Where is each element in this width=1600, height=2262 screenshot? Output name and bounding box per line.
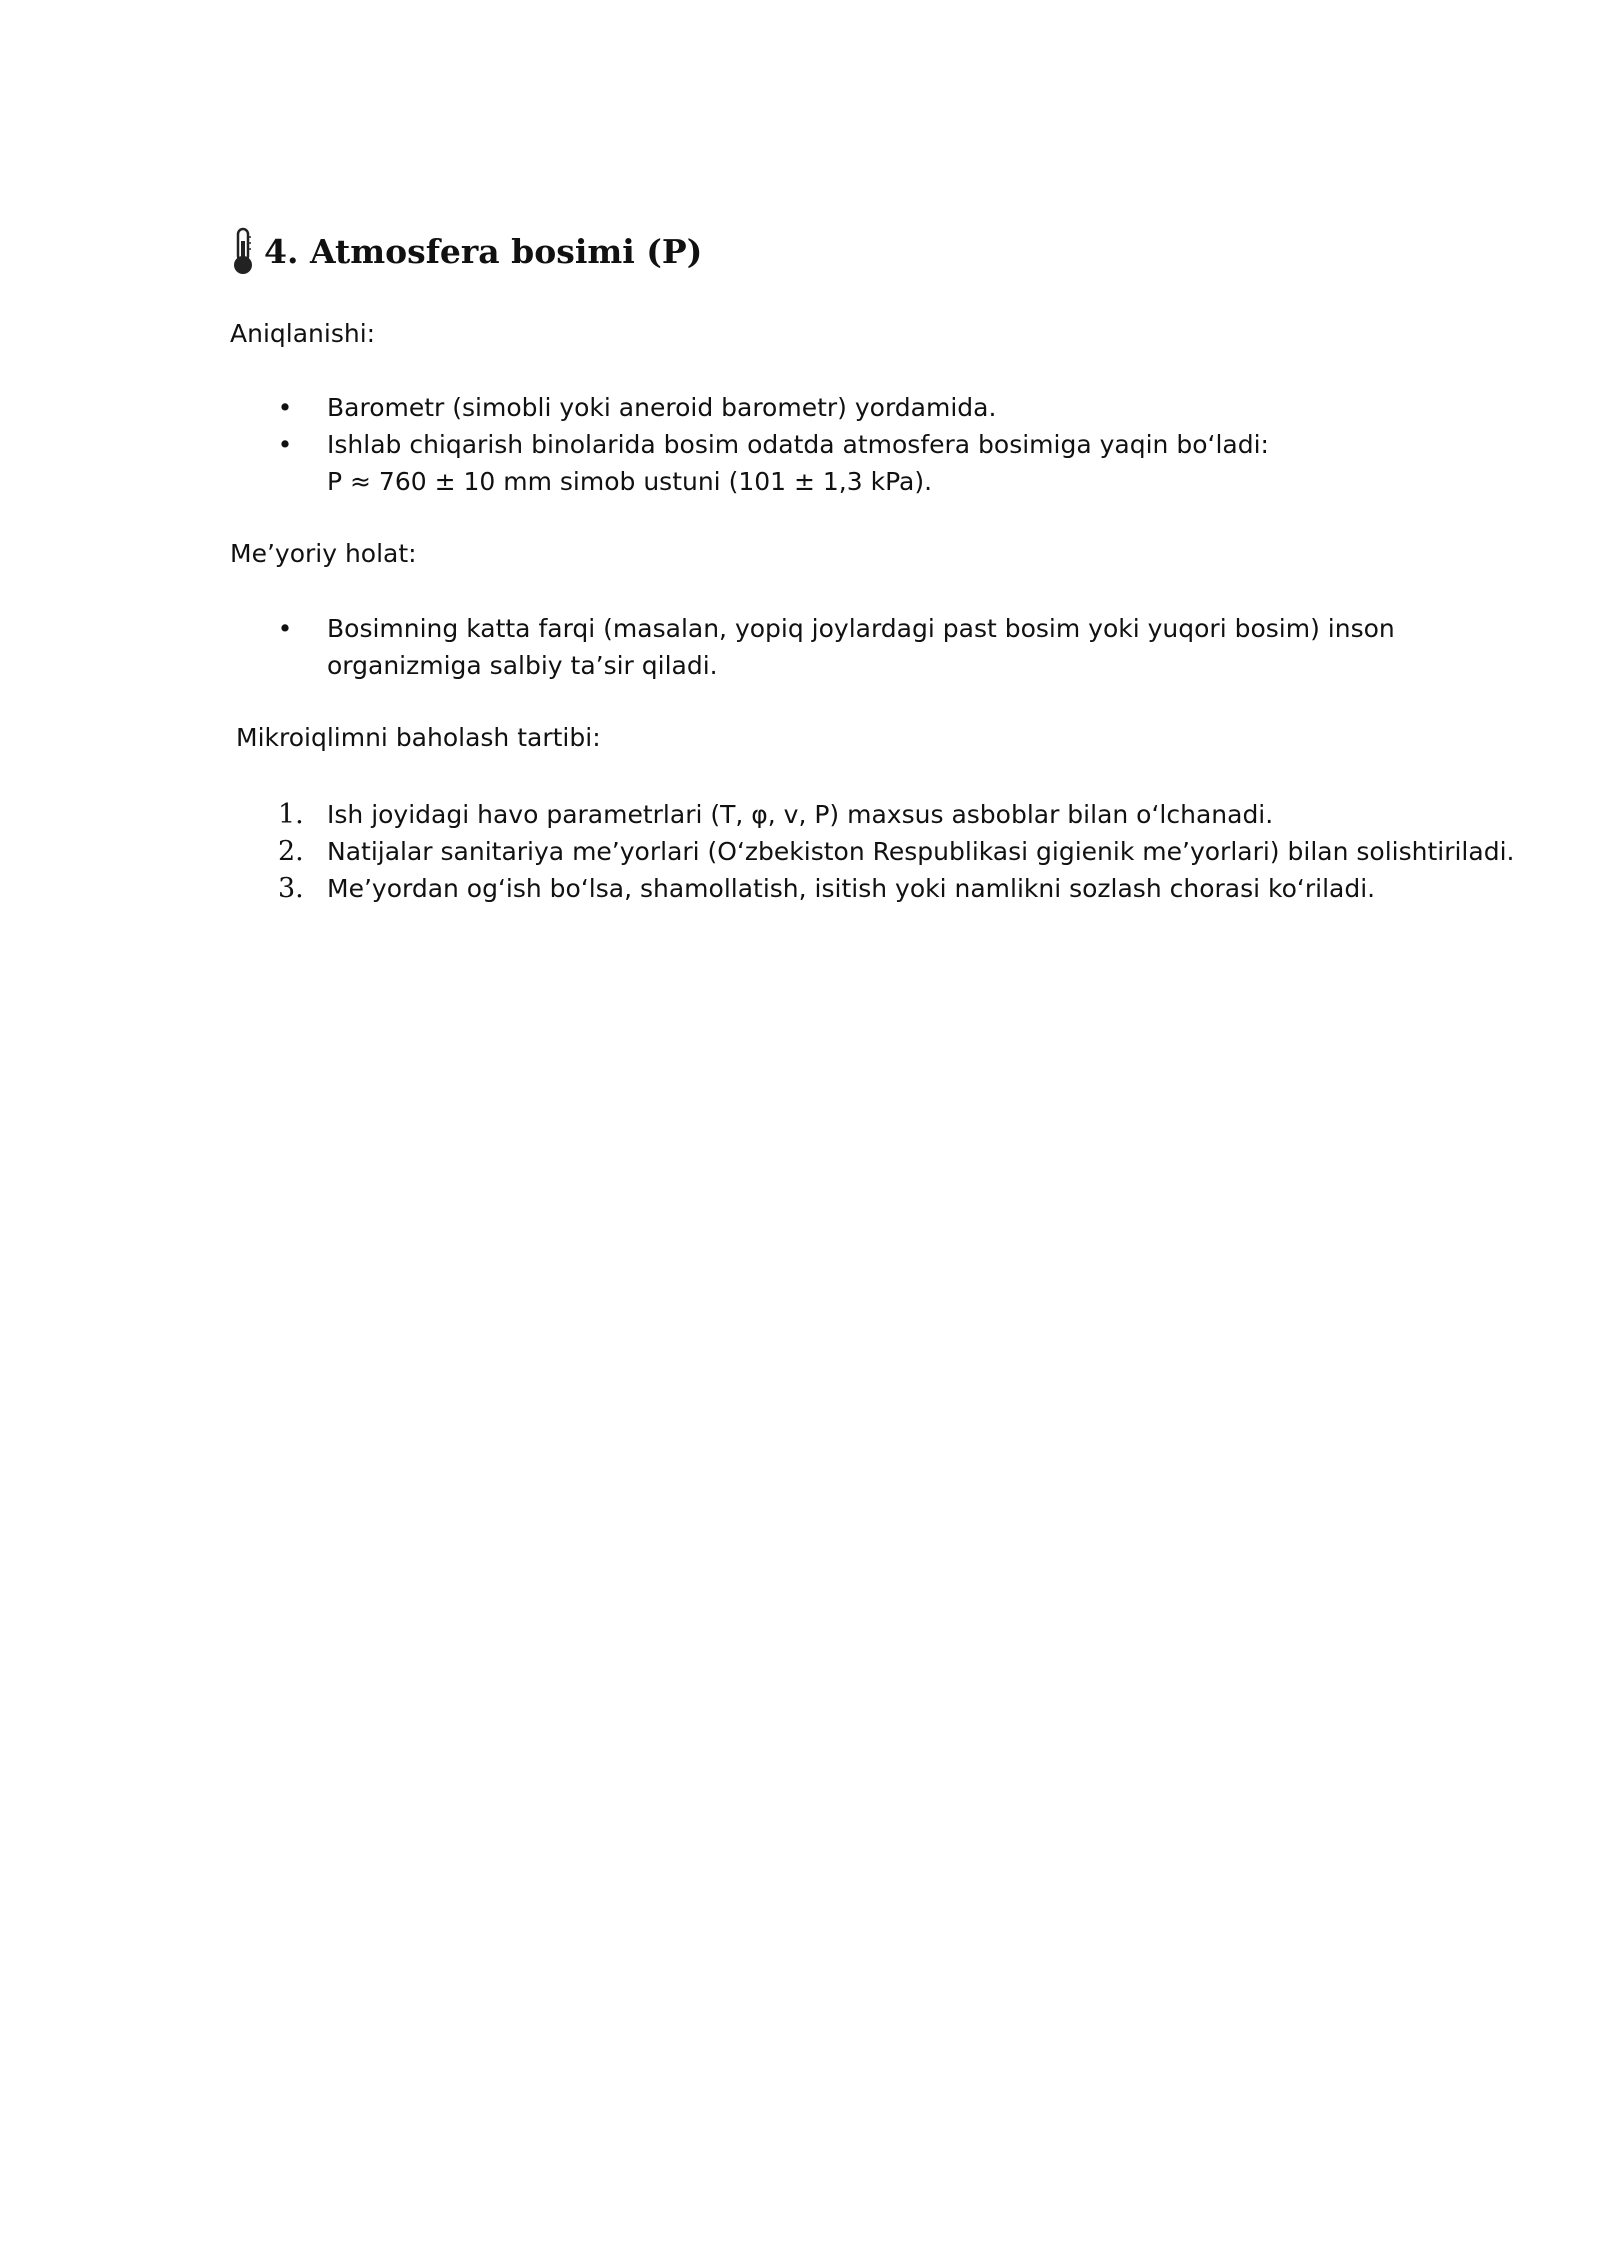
section-label-meyoriy-holat: Me’yoriy holat: bbox=[230, 539, 417, 568]
list-item-number: 2. bbox=[278, 836, 304, 867]
bullet-icon: • bbox=[277, 430, 293, 459]
section-label-aniqlanishi: Aniqlanishi: bbox=[230, 319, 376, 348]
list-item bbox=[230, 426, 1269, 500]
list-item bbox=[230, 389, 1269, 426]
list-item bbox=[230, 610, 1395, 684]
numbered-list-baholash-tartibi bbox=[230, 796, 1514, 907]
list-item-text: Ishlab chiqarish binolarida bosim odatda atmosfera bosimiga yaqin bo‘ladi: bbox=[327, 430, 1269, 459]
list-item-text-continuation: P ≈ 760 ± 10 mm simob ustuni (101 ± 1,3 kPa). bbox=[327, 467, 933, 496]
list-item-number: 1. bbox=[278, 799, 304, 830]
bullet-icon: • bbox=[277, 393, 293, 422]
list-item-text: Barometr (simobli yoki aneroid barometr) yordamida. bbox=[327, 393, 997, 422]
bullet-list-aniqlanishi bbox=[230, 389, 1269, 500]
heading-text: 4. Atmosfera bosimi (P) bbox=[264, 231, 703, 271]
list-item-text: Natijalar sanitariya me’yorlari (O‘zbekiston Respublikasi gigienik me’yorlari) bilan solishtiriladi. bbox=[327, 837, 1515, 866]
bullet-icon: • bbox=[277, 614, 293, 643]
bullet-list-meyoriy-holat bbox=[230, 610, 1395, 684]
list-item bbox=[230, 833, 1514, 870]
list-item bbox=[230, 796, 1514, 833]
list-item-number: 3. bbox=[278, 873, 304, 904]
list-item-text-continuation: organizmiga salbiy ta’sir qiladi. bbox=[327, 651, 718, 680]
list-item-text: Ish joyidagi havo parametrlari (T, φ, v, P) maxsus asboblar bilan o‘lchanadi. bbox=[327, 800, 1274, 829]
section-heading bbox=[230, 226, 702, 276]
list-item bbox=[230, 870, 1514, 907]
list-item-text: Me’yordan og‘ish bo‘lsa, shamollatish, isitish yoki namlikni sozlash chorasi ko‘riladi. bbox=[327, 874, 1376, 903]
section-label-baholash-tartibi: Mikroiqlimni baholash tartibi: bbox=[236, 723, 601, 752]
thermometer-icon bbox=[230, 227, 256, 275]
list-item-text: Bosimning katta farqi (masalan, yopiq joylardagi past bosim yoki yuqori bosim) inson bbox=[327, 614, 1395, 643]
